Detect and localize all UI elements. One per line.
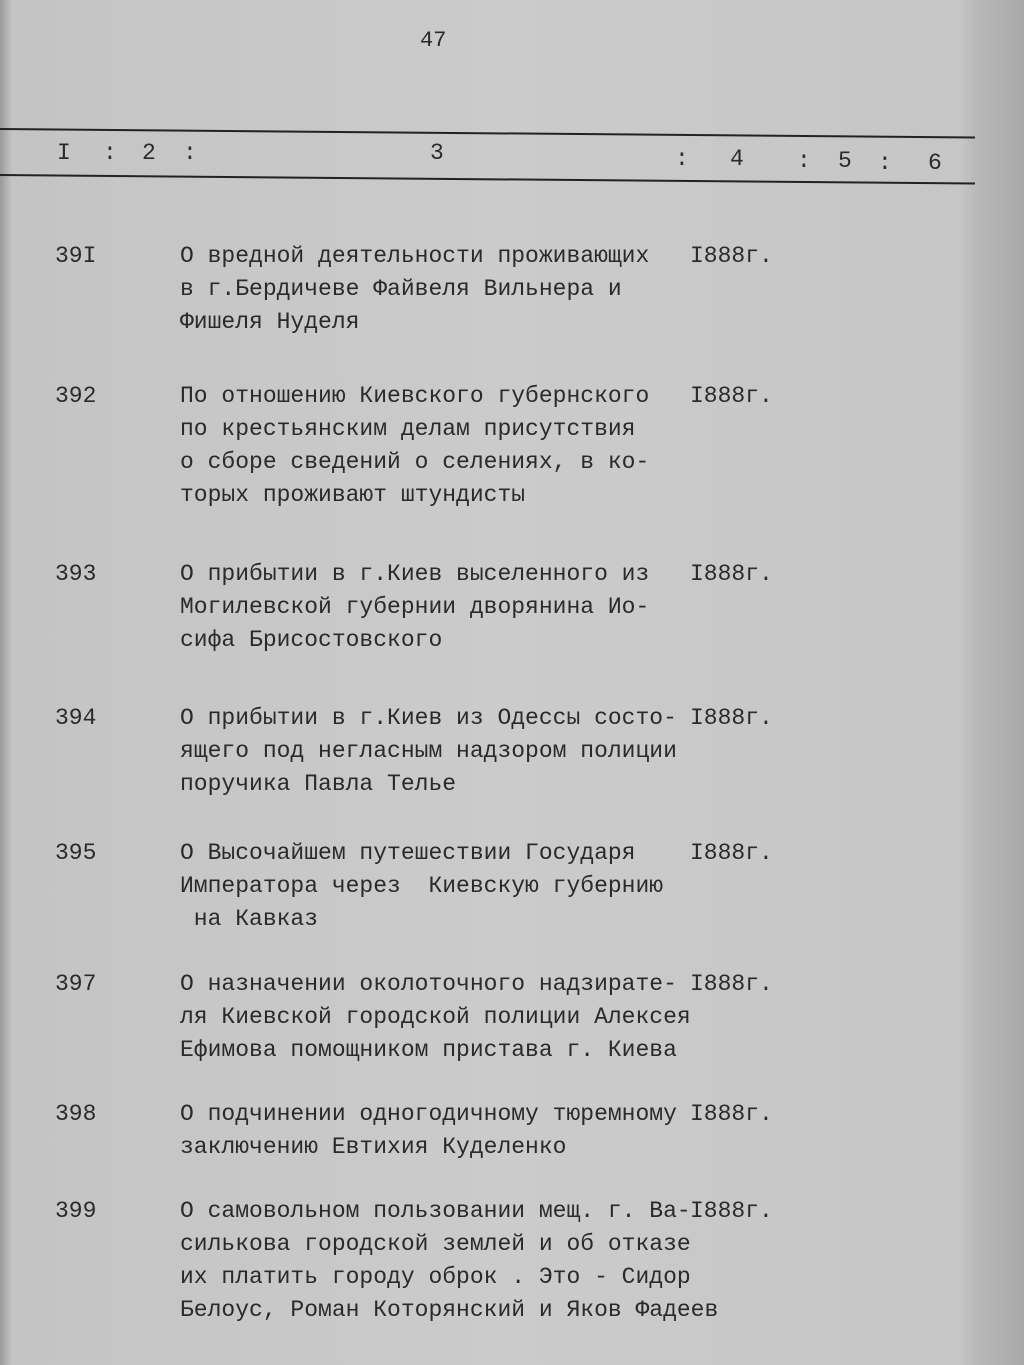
col-5: 5 <box>838 148 852 174</box>
col-6: 6 <box>928 150 942 176</box>
entry-title <box>180 968 691 1067</box>
entry-line: заключению Евтихия Куделенко <box>180 1134 567 1160</box>
header-bottom-rule <box>0 174 975 185</box>
sep: : <box>675 146 689 172</box>
entry-line: ящего под негласным надзором полиции <box>180 738 677 764</box>
sep: : <box>797 148 811 174</box>
entry-year: I888г. <box>690 1101 773 1127</box>
entry-line: ля Киевской городской полиции Алексея <box>180 1004 691 1030</box>
entry-title <box>180 380 649 512</box>
entry-line: Белоус, Роман Которянский и Яков Фадеев <box>180 1297 719 1323</box>
col-1: I <box>57 140 71 166</box>
entry-line: о сборе сведений о селениях, в ко- <box>180 449 650 475</box>
entry-line: Ефимова помощником пристава г. Киева <box>180 1037 677 1063</box>
entry-line: О вредной деятельности проживающих <box>180 243 650 269</box>
col-3: 3 <box>430 140 444 166</box>
entry-line: поручика Павла Телье <box>180 771 457 797</box>
col-2: 2 <box>142 140 156 166</box>
entry-line: О прибытии в г.Киев выселенного из <box>180 561 650 587</box>
entry-line: По отношению Киевского губернского <box>180 383 650 409</box>
entry-line: их платить городу оброк . Это - Сидор <box>180 1264 691 1290</box>
entry-number: 39I <box>55 243 97 269</box>
entry-line: Фишеля Нуделя <box>180 309 360 335</box>
entry-year: I888г. <box>690 840 773 866</box>
col-4: 4 <box>730 146 744 172</box>
entry-line: торых проживают штундисты <box>180 482 526 508</box>
entry-number: 394 <box>55 705 97 731</box>
entry-year: I888г. <box>690 971 773 997</box>
page-number: 47 <box>420 28 447 53</box>
entry-year: I888г. <box>690 383 773 409</box>
entry-title <box>180 702 677 801</box>
entry-number: 395 <box>55 840 97 866</box>
entry-title <box>180 240 649 339</box>
entry-line: О назначении околоточного надзирате- <box>180 971 677 997</box>
entry-line: Императора через Киевскую губернию <box>180 873 664 899</box>
entry-number: 393 <box>55 561 97 587</box>
sep: : <box>103 140 117 166</box>
entry-year: I888г. <box>690 561 773 587</box>
entry-title <box>180 558 649 657</box>
entry-line: Могилевской губернии дворянина Ио- <box>180 594 650 620</box>
entry-line: в г.Бердичеве Файвеля Вильнера и <box>180 276 622 302</box>
entry-number: 392 <box>55 383 97 409</box>
entry-number: 398 <box>55 1101 97 1127</box>
entry-line: О подчинении одногодичному тюремному <box>180 1101 677 1127</box>
entry-year: I888г. <box>690 243 773 269</box>
entry-line: О самовольном пользовании мещ. г. Ва- <box>180 1198 691 1224</box>
header-top-rule <box>0 128 975 139</box>
entry-line: на Кавказ <box>180 906 319 932</box>
sep: : <box>183 140 197 166</box>
entry-number: 399 <box>55 1198 97 1224</box>
entry-number: 397 <box>55 971 97 997</box>
entry-line: сифа Брисостовского <box>180 627 443 653</box>
entry-year: I888г. <box>690 705 773 731</box>
entry-line: силькова городской землей и об отказе <box>180 1231 691 1257</box>
entry-title <box>180 1098 677 1164</box>
entry-line: О прибытии в г.Киев из Одессы состо- <box>180 705 677 731</box>
entry-year: I888г. <box>690 1198 773 1224</box>
entry-title <box>180 837 663 936</box>
entry-title <box>180 1195 718 1327</box>
sep: : <box>878 150 892 176</box>
entry-line: О Высочайшем путешествии Государя <box>180 840 636 866</box>
entry-line: по крестьянским делам присутствия <box>180 416 636 442</box>
